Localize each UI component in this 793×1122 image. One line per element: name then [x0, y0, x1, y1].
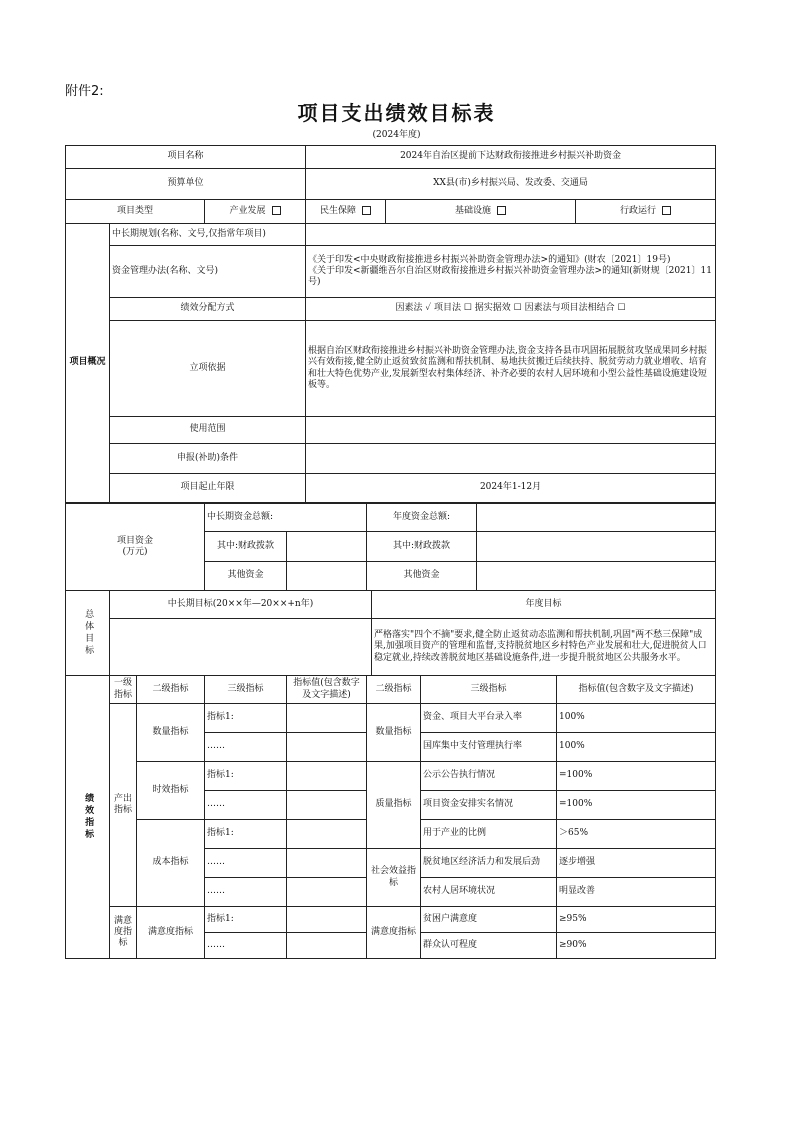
plan-value — [306, 224, 716, 246]
indicator-name: 贫困户满意度 — [421, 907, 557, 933]
checkbox-icon — [362, 206, 371, 215]
goals-table — [65, 590, 716, 676]
indicator-value — [287, 791, 367, 820]
indicator-1-label: 指标1: — [205, 762, 287, 791]
satisfaction-indicator-label-right: 满意度指标 — [367, 907, 421, 959]
checkbox-icon — [272, 206, 281, 215]
basis-value: 根据自治区财政衔接推进乡村振兴补助资金管理办法,资金支持各县市巩固拓展脱贫攻坚成果同乡村振兴有效衔接,健全防止返贫致贫监测和帮扶机制、易地扶贫搬迁后续扶持、脱贫劳动力就业增收、培育和壮大特色优势产业,发展新型农村集体经济、补齐必要的农村人居环境和小型公益性基础设施建设短板等。 — [306, 321, 716, 417]
indicator-1-label: 指标1: — [205, 820, 287, 849]
indicator-value — [287, 878, 367, 907]
indicator-value — [287, 733, 367, 762]
funds-method-label: 资金管理办法(名称、文号) — [110, 246, 306, 298]
type-livelihood: 民生保障 — [306, 200, 386, 224]
project-type-label: 项目类型 — [66, 200, 205, 224]
quantity-indicator-label: 数量指标 — [137, 704, 205, 762]
indicator-value: ≥95% — [557, 907, 716, 933]
goals-section-label: 总体目标 — [66, 591, 110, 676]
budget-unit-value: XX县(市)乡村振兴局、发改委、交通局 — [306, 169, 716, 200]
quality-indicator-label: 质量指标 — [367, 762, 421, 849]
funds-table — [65, 503, 716, 591]
ellipsis-cell: …… — [205, 849, 287, 878]
indicator-value: 100% — [557, 704, 716, 733]
allocation-value: 因素法 ✓ 项目法 ☐ 据实据效 ☐ 因素法与项目法相结合 ☐ — [306, 298, 716, 321]
page-title: 项目支出绩效目标表 — [297, 101, 496, 125]
funds-label: 项目资金 (万元) — [66, 504, 205, 591]
mid-fiscal-label: 其中:财政拨款 — [205, 532, 287, 562]
type-industry: 产业发展 — [205, 200, 306, 224]
indicators-table — [65, 675, 716, 959]
mid-fiscal-value — [287, 532, 367, 562]
indicator-value: =100% — [557, 791, 716, 820]
period-value: 2024年1-12月 — [306, 474, 716, 503]
indicator-name: 脱贫地区经济活力和发展后劲 — [421, 849, 557, 878]
indicator-name: 资金、项目大平台录入率 — [421, 704, 557, 733]
period-label: 项目起止年限 — [110, 474, 306, 503]
indicator-value — [287, 762, 367, 791]
overview-section-label: 项目概况 — [66, 224, 110, 503]
satisfaction-indicator-label: 满意度指标 — [137, 907, 205, 959]
indicator-value: =100% — [557, 762, 716, 791]
annual-goal-label: 年度目标 — [372, 591, 716, 619]
ellipsis-cell: …… — [205, 733, 287, 762]
type-administration: 行政运行 — [576, 200, 716, 224]
annual-goal-value: 严格落实"四个不摘"要求,健全防止返贫动态监测和帮扶机制,巩固"两不愁三保障"成果,加强项目资产的管理和监督,支持脱贫地区乡村特色产业发展和壮大,促进脱贫人口稳定就业,持续改善脱贫地区基础设施条件,进一步提升脱贫地区公共服务水平。 — [372, 619, 716, 676]
project-name-label: 项目名称 — [66, 146, 306, 169]
indicator-value: 100% — [557, 733, 716, 762]
annual-total-label: 年度资金总额: — [367, 504, 477, 532]
checkbox-icon — [662, 206, 671, 215]
timeliness-indicator-label: 时效指标 — [137, 762, 205, 820]
basic-info-table — [65, 145, 716, 503]
type-infrastructure: 基础设施 — [386, 200, 576, 224]
level3-header: 三级指标 — [205, 676, 287, 704]
level2-header: 二级指标 — [137, 676, 205, 704]
indicator-value — [287, 933, 367, 959]
indicator-name: 公示公告执行情况 — [421, 762, 557, 791]
ellipsis-cell: …… — [205, 791, 287, 820]
satisfaction-indicator-group: 满意度指标 — [110, 907, 137, 959]
indicator-name: 群众认可程度 — [421, 933, 557, 959]
indicator-value — [287, 820, 367, 849]
indicator-name: 国库集中支付管理执行率 — [421, 733, 557, 762]
basis-label: 立项依据 — [110, 321, 306, 417]
social-indicator-label: 社会效益指标 — [367, 849, 421, 907]
value-header: 指标值(包含数字及文字描述) — [287, 676, 367, 704]
attachment-label: 附件2: — [65, 84, 104, 99]
indicator-value: 逐步增强 — [557, 849, 716, 878]
quantity-indicator-label-right: 数量指标 — [367, 704, 421, 762]
annual-other-label: 其他资金 — [367, 562, 477, 591]
ellipsis-cell: …… — [205, 878, 287, 907]
indicator-value — [287, 907, 367, 933]
project-name-value: 2024年自治区提前下达财政衔接推进乡村振兴补助资金 — [306, 146, 716, 169]
indicator-1-label: 指标1: — [205, 704, 287, 733]
annual-fiscal-label: 其中:财政拨款 — [367, 532, 477, 562]
annual-fiscal-value — [477, 532, 716, 562]
indicator-value — [287, 849, 367, 878]
scope-value — [306, 417, 716, 444]
indicator-name: 项目资金安排实名情况 — [421, 791, 557, 820]
allocation-label: 绩效分配方式 — [110, 298, 306, 321]
indicator-1-label: 指标1: — [205, 907, 287, 933]
checkbox-icon — [497, 206, 506, 215]
level3-header-right: 三级指标 — [421, 676, 557, 704]
indicator-name: 农村人居环境状况 — [421, 878, 557, 907]
scope-label: 使用范围 — [110, 417, 306, 444]
annual-other-value — [477, 562, 716, 591]
condition-value — [306, 444, 716, 474]
plan-label: 中长期规划(名称、文号,仅指常年项目) — [110, 224, 306, 246]
mid-goal-value — [110, 619, 372, 676]
budget-unit-label: 预算单位 — [66, 169, 306, 200]
annual-total-value — [477, 504, 716, 532]
indicators-section-label: 绩效指标 — [66, 676, 110, 959]
level2-header-right: 二级指标 — [367, 676, 421, 704]
funds-method-value: 《关于印发<中央财政衔接推进乡村振兴补助资金管理办法>的通知》(财农〔2021〕19号) 《关于印发<新疆维吾尔自治区财政衔接推进乡村振兴补助资金管理办法>的通知(新财规〔2021〕11号) — [306, 246, 716, 298]
mid-goal-label: 中长期目标(20××年—20××+n年) — [110, 591, 372, 619]
indicator-value: 明显改善 — [557, 878, 716, 907]
indicator-value: ＞65% — [557, 820, 716, 849]
ellipsis-cell: …… — [205, 933, 287, 959]
output-indicator-label: 产出指标 — [110, 704, 137, 907]
condition-label: 申报(补助)条件 — [110, 444, 306, 474]
mid-total-label: 中长期资金总额: — [205, 504, 367, 532]
indicator-value: ≥90% — [557, 933, 716, 959]
mid-other-value — [287, 562, 367, 591]
indicator-name: 用于产业的比例 — [421, 820, 557, 849]
year-label: (2024年度) — [372, 130, 421, 140]
level1-header: 一级指标 — [110, 676, 137, 704]
cost-indicator-label: 成本指标 — [137, 820, 205, 907]
mid-other-label: 其他资金 — [205, 562, 287, 591]
value-header-right: 指标值(包含数字及文字描述) — [557, 676, 716, 704]
indicator-value — [287, 704, 367, 733]
